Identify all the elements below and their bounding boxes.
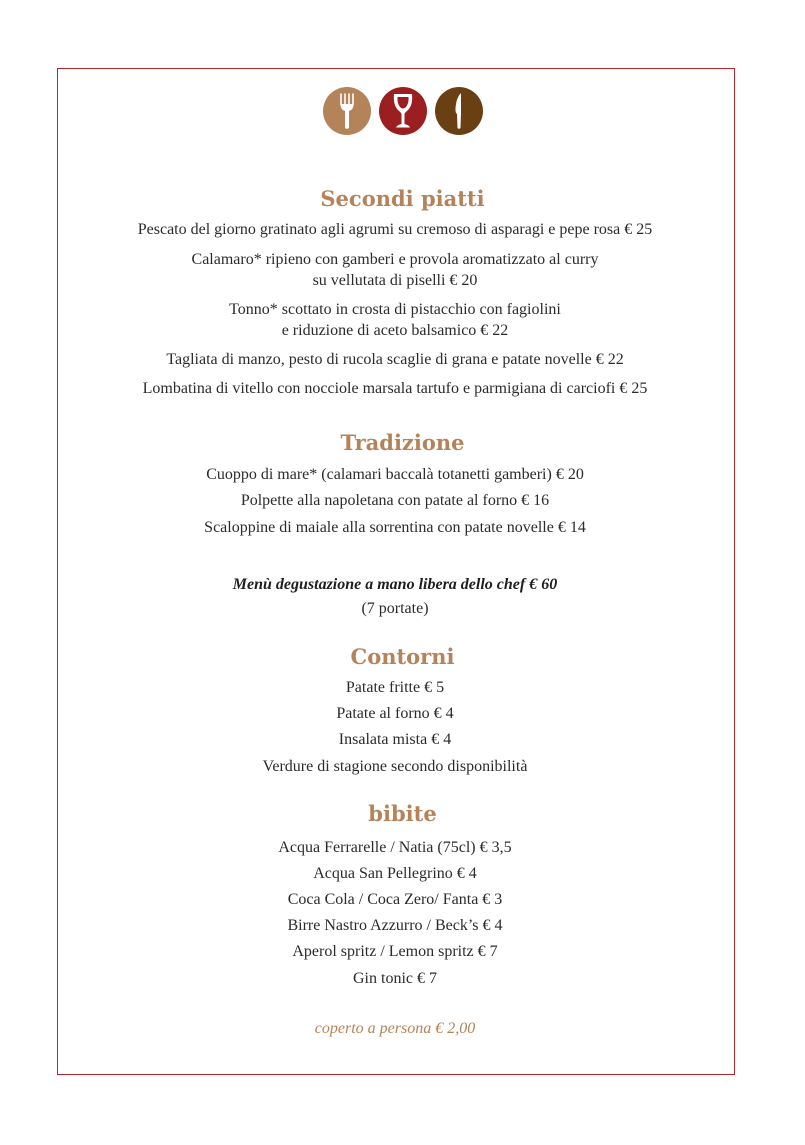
fork-icon xyxy=(323,87,371,135)
menu-item-continuation: su vellutata di piselli € 20 xyxy=(312,272,478,289)
menu-item: Birre Nastro Azzurro / Beck’s € 4 xyxy=(287,917,503,934)
menu-item: Cuoppo di mare* (calamari baccalà totanetti gamberi) € 20 xyxy=(206,466,584,483)
knife-icon xyxy=(435,87,483,135)
menu-item: Tonno* scottato in crosta di pistacchio con fagiolini xyxy=(229,301,561,318)
section-title-tradizione: Tradizione xyxy=(340,430,465,455)
tasting-menu-note: (7 portate) xyxy=(361,600,429,617)
menu-item: Scaloppine di maiale alla sorrentina con patate novelle € 14 xyxy=(204,519,586,536)
section-title-contorni: Contorni xyxy=(350,644,455,669)
menu-item-continuation: e riduzione di aceto balsamico € 22 xyxy=(281,322,509,339)
menu-item: Aperol spritz / Lemon spritz € 7 xyxy=(292,943,498,960)
menu-item: Verdure di stagione secondo disponibilità xyxy=(262,758,528,775)
menu-item: Lombatina di vitello con nocciole marsala tartufo e parmigiana di carciofi € 25 xyxy=(142,380,648,397)
menu-item: Gin tonic € 7 xyxy=(353,970,437,987)
menu-item: Coca Cola / Coca Zero/ Fanta € 3 xyxy=(287,891,503,908)
menu-item: Patate al forno € 4 xyxy=(336,705,454,722)
logo xyxy=(0,87,805,135)
menu-item: Polpette alla napoletana con patate al forno € 16 xyxy=(240,492,550,509)
menu-item: Acqua Ferrarelle / Natia (75cl) € 3,5 xyxy=(278,839,512,856)
menu-item: Acqua San Pellegrino € 4 xyxy=(313,865,477,882)
menu-item: Pescato del giorno gratinato agli agrumi su cremoso di asparagi e pepe rosa € 25 xyxy=(137,221,653,238)
wine-glass-icon xyxy=(379,87,427,135)
menu-item: Insalata mista € 4 xyxy=(338,731,452,748)
menu-item: Tagliata di manzo, pesto di rucola scaglie di grana e patate novelle € 22 xyxy=(166,351,624,368)
section-title-bibite: bibite xyxy=(368,801,437,826)
section-title-secondi: Secondi piatti xyxy=(320,186,485,211)
menu-item: Patate fritte € 5 xyxy=(345,679,445,696)
tasting-menu: Menù degustazione a mano libera dello chef € 60 xyxy=(232,576,558,593)
cover-charge: coperto a persona € 2,00 xyxy=(314,1020,476,1037)
menu-item: Calamaro* ripieno con gamberi e provola aromatizzato al curry xyxy=(191,251,599,268)
